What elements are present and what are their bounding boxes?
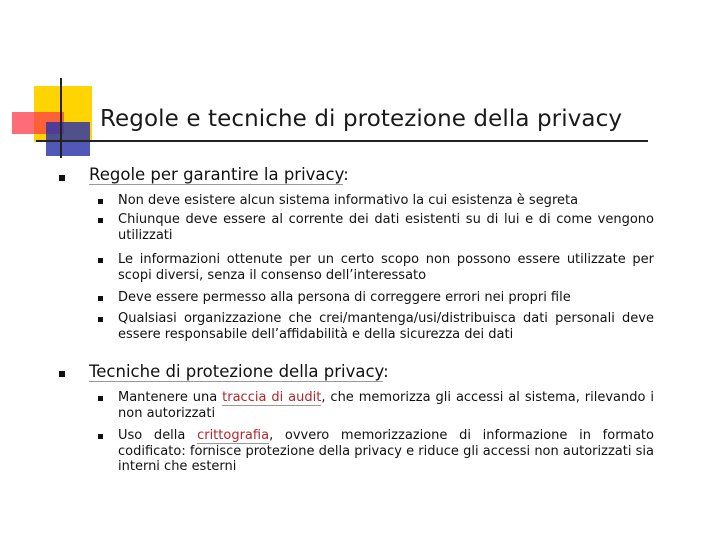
list-item-text (118, 428, 654, 475)
section-heading-suffix: : (383, 362, 389, 381)
list-item-text: Le informazioni ottenute per un certo scopo non possono essere utilizzate per scopi diversi, senza il consenso dell’interessato (118, 252, 654, 283)
title-underline (36, 140, 648, 142)
item-text-before: Mantenere una (118, 390, 223, 405)
section-heading-text: Regole per garantire la privacy (89, 165, 344, 184)
decorative-blue-square (46, 122, 90, 156)
list-item (98, 390, 654, 421)
item-bullet (98, 199, 103, 204)
section-bullet (59, 371, 65, 377)
list-item (98, 193, 654, 209)
list-item-text (118, 390, 654, 421)
section-heading-suffix: : (343, 165, 349, 184)
list-item-text: Chiunque deve essere al corrente dei dati esistenti su di lui e di come vengono utilizzati (118, 212, 654, 243)
slide-title: Regole e tecniche di protezione della privacy (100, 106, 623, 132)
item-text-after: , ovvero memorizzazione di informazione in formato codificato: fornisce protezione della privacy e riduce gli accessi non autorizzati sia interni che esterni (118, 428, 654, 474)
section-heading-text: Tecniche di protezione della privacy (89, 362, 384, 381)
section-heading-rules (89, 165, 349, 184)
list-item (98, 252, 654, 283)
list-item-text: Qualsiasi organizzazione che crei/mantenga/usi/distribuisca dati personali deve essere responsabile dell’affidabilità e della sicurezza dei dati (118, 311, 654, 342)
highlight-cryptography: crittografia (197, 428, 270, 443)
list-item (98, 311, 654, 342)
list-item (98, 428, 654, 475)
section-bullet (59, 175, 65, 181)
list-item (98, 212, 654, 243)
item-bullet (98, 258, 103, 263)
item-bullet (98, 434, 103, 439)
highlight-audit-trail: traccia di audit (222, 390, 322, 405)
section-heading-techniques (89, 362, 389, 381)
list-item-text: Deve essere permesso alla persona di correggere errori nei propri file (118, 290, 571, 305)
item-text-before: Uso della (118, 428, 198, 443)
item-text-after: , che memorizza gli accessi al sistema, rilevando i non autorizzati (118, 390, 654, 421)
item-bullet (98, 296, 103, 301)
decorative-vertical-line (60, 78, 62, 158)
item-bullet (98, 396, 103, 401)
list-item-text: Non deve esistere alcun sistema informativo la cui esistenza è segreta (118, 193, 579, 208)
item-bullet (98, 317, 103, 322)
list-item (98, 290, 654, 306)
item-bullet (98, 218, 103, 223)
